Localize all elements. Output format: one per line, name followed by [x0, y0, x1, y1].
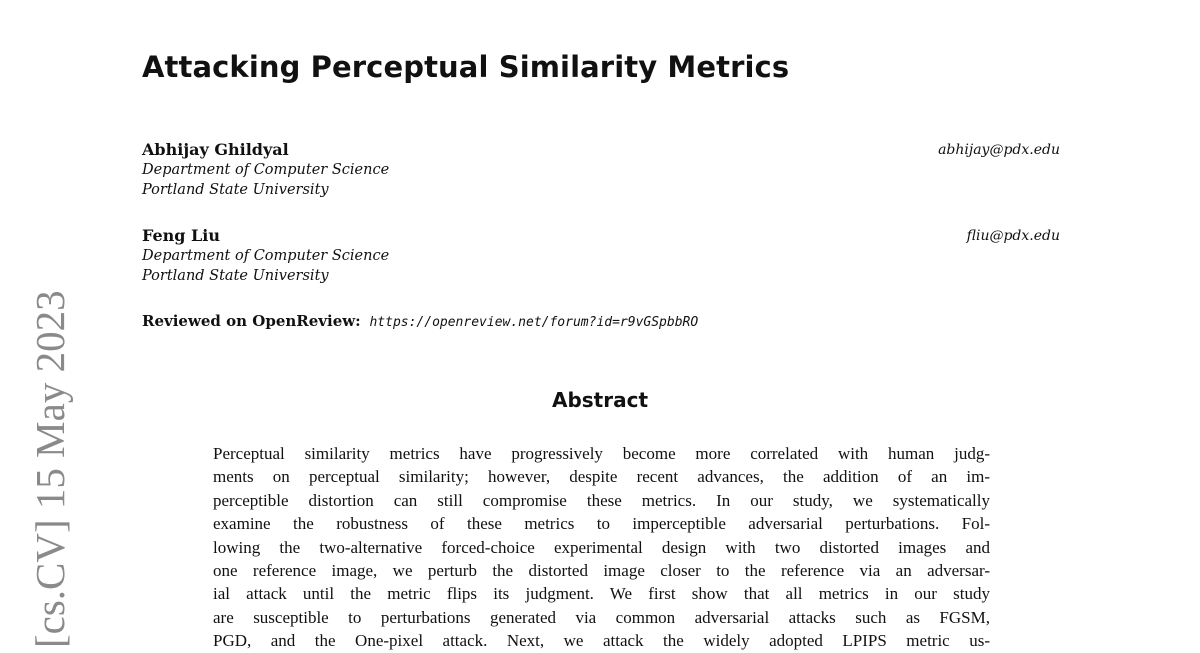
author-email: abhijay@pdx.edu: [938, 142, 1060, 158]
abstract-line: PGD, and the One-pixel attack. Next, we attack the widely adopted LPIPS metric us-: [213, 631, 990, 651]
reviewed-on-openreview: [142, 312, 698, 330]
abstract-line: one reference image, we perturb the distorted image closer to the reference via an adversar-: [213, 560, 990, 580]
abstract-line: are susceptible to perturbations generated via common adversarial attacks such as FGSM,: [213, 607, 990, 627]
author-department: Department of Computer Science: [142, 162, 390, 178]
arxiv-side-stamp: [cs.CV] 15 May 2023: [27, 290, 73, 648]
author-email: fliu@pdx.edu: [966, 228, 1060, 244]
abstract-heading: Abstract: [551, 388, 649, 412]
openreview-link[interactable]: https://openreview.net/forum?id=r9vGSpbbRO: [369, 315, 699, 330]
abstract-line: ial attack until the metric flips its judgment. We first show that all metrics in our study: [213, 584, 990, 604]
reviewed-label: Reviewed on OpenReview:: [142, 312, 361, 330]
paper-title: Attacking Perceptual Similarity Metrics: [142, 50, 790, 84]
abstract-line: Perceptual similarity metrics have progressively become more correlated with human judg-: [213, 444, 990, 463]
abstract-line: ments on perceptual similarity; however, despite recent advances, the addition of an im-: [213, 467, 990, 487]
author-university: Portland State University: [142, 268, 329, 284]
abstract-text: [213, 442, 990, 653]
abstract-line: lowing the two-alternative forced-choice experimental design with two distorted images and: [213, 537, 990, 557]
author-block-2: [142, 226, 1060, 286]
author-university: Portland State University: [142, 182, 329, 198]
abstract-line: examine the robustness of these metrics to imperceptible adversarial perturbations. Fol-: [213, 514, 990, 534]
author-name: Abhijay Ghildyal: [142, 140, 289, 159]
author-department: Department of Computer Science: [142, 248, 390, 264]
author-block-1: [142, 140, 1060, 200]
abstract-line: perceptible distortion can still compromise these metrics. In our study, we systematically: [213, 490, 990, 510]
author-name: Feng Liu: [142, 226, 221, 245]
